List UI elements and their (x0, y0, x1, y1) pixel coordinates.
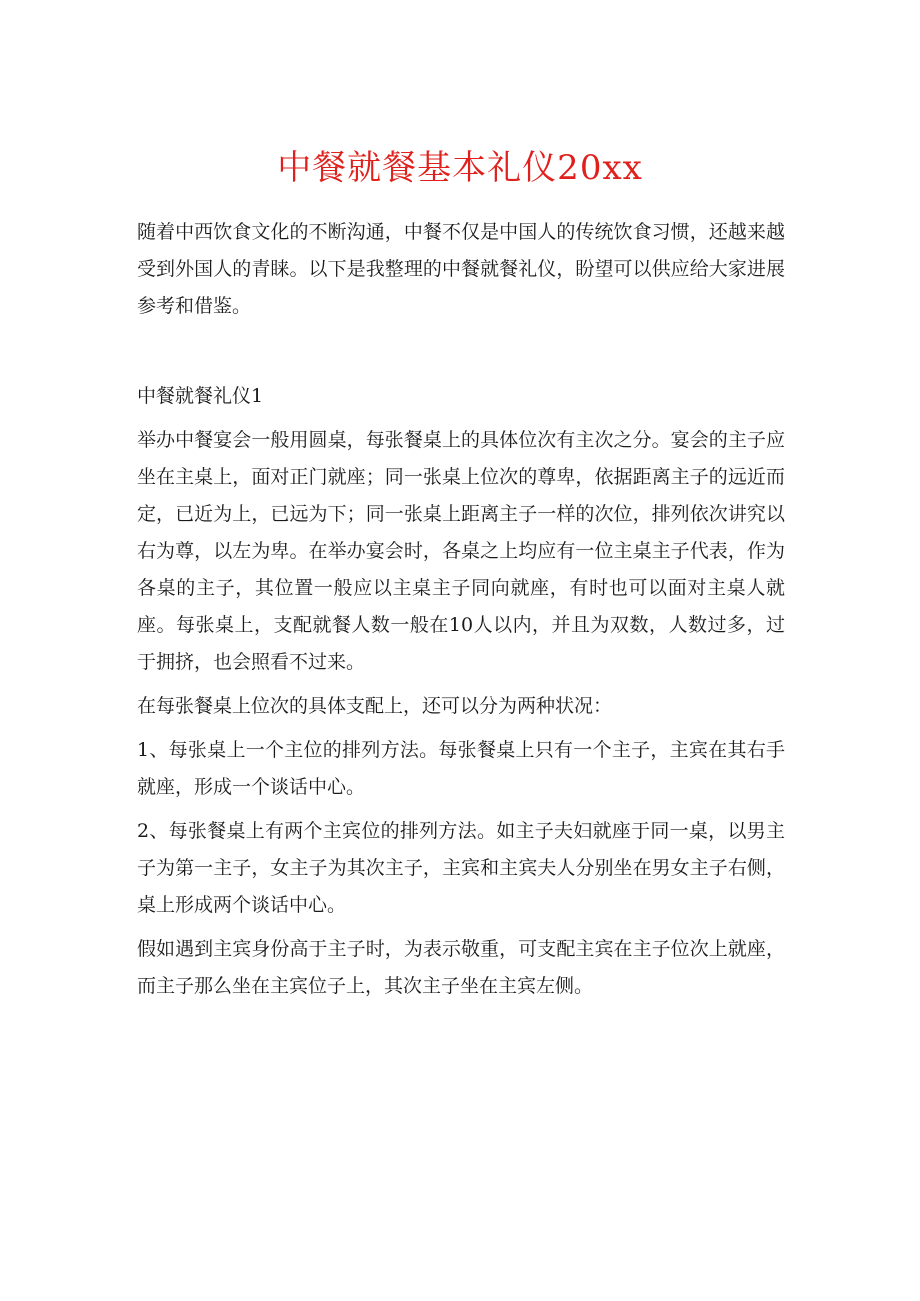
body-paragraph: 假如遇到主宾身份高于主子时，为表示敬重，可支配主宾在主子位次上就座，而主子那么坐在主宾位子上，其次主子坐在主宾左侧。 (137, 938, 785, 997)
document-title: 中餐就餐基本礼仪20xx (277, 148, 643, 188)
body-paragraph: 在每张餐桌上位次的具体支配上，还可以分为两种状况： (137, 695, 613, 717)
list-item: 1、每张桌上一个主位的排列方法。每张餐桌上只有一个主子，主宾在其右手就座，形成一个谈话中心。 (137, 739, 785, 798)
document-body (137, 214, 785, 1012)
section-heading: 中餐就餐礼仪1 (137, 385, 264, 407)
body-paragraph: 举办中餐宴会一般用圆桌，每张餐桌上的具体位次有主次之分。宴会的主子应坐在主桌上，面对正门就座；同一张桌上位次的尊卑，依据距离主子的远近而定，已近为上，已远为下；同一张桌上距离主子一样的次位，排列依次讲究以右为尊，以左为卑。在举办宴会时，各桌之上均应有一位主桌主子代表，作为各桌的主子，其位置一般应以主桌主子同向就座，有时也可以面对主桌人就座。每张桌上，支配就餐人数一般在10人以内，并且为双数，人数过多，过于拥挤，也会照看不过来。 (137, 429, 785, 673)
intro-paragraph: 随着中西饮食文化的不断沟通，中餐不仅是中国人的传统饮食习惯，还越来越受到外国人的青睐。以下是我整理的中餐就餐礼仪，盼望可以供应给大家进展参考和借鉴。 (137, 221, 785, 317)
list-item: 2、每张餐桌上有两个主宾位的排列方法。如主子夫妇就座于同一桌，以男主子为第一主子，女主子为其次主子，主宾和主宾夫人分别坐在男女主子右侧，桌上形成两个谈话中心。 (137, 820, 785, 916)
section-spacer (137, 332, 785, 378)
